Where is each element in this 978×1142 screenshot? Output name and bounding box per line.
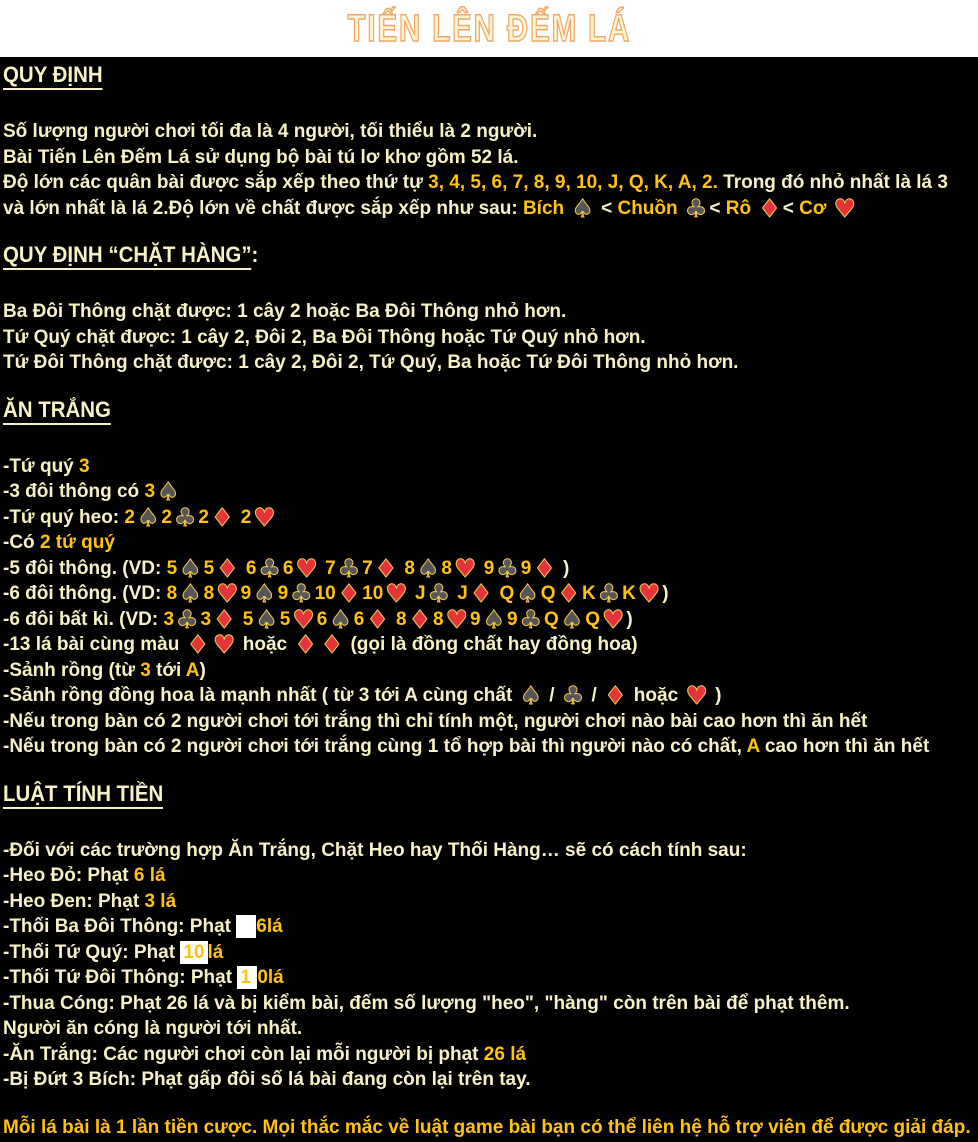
heart-icon: ♥ <box>216 579 239 608</box>
accent-text: 9 <box>240 583 252 604</box>
diamond-icon: ♦ <box>533 553 556 583</box>
rule-text: < <box>709 197 726 219</box>
rule-line <box>3 581 978 607</box>
diamond-icon: ♦ <box>294 630 317 659</box>
diamond-icon: ♦ <box>557 579 580 608</box>
rule-text: -Có <box>3 532 40 553</box>
section-heading-text: LUẬT TÍNH TIỀN <box>3 781 163 809</box>
heart-icon: ♥ <box>602 604 625 634</box>
accent-text: Chuồn <box>617 197 683 219</box>
accent-text: 3 lá <box>144 890 177 912</box>
rule-text: và lớn nhất là lá 2.Độ lớn về chất được sắp xếp như sau: <box>3 197 523 219</box>
rule-line <box>3 709 978 735</box>
rule-text: -Thối Tứ Quý: Phạt <box>3 941 181 963</box>
rule-line <box>3 1067 978 1093</box>
rule-line <box>3 479 978 505</box>
spade-icon: ♠ <box>157 477 180 506</box>
accent-text: 3 <box>200 608 212 630</box>
rule-text: -Thối Ba Đôi Thông: Phạt <box>3 916 237 937</box>
rule-text: -Heo Đỏ: Phạt <box>3 865 134 886</box>
accent-text: 3 <box>144 481 156 502</box>
accent-text: 5 <box>166 557 178 579</box>
rule-line <box>3 604 978 634</box>
rules-section-quy-dinh <box>3 62 978 221</box>
club-icon: ♣ <box>337 553 361 583</box>
heart-icon: ♥ <box>292 604 315 634</box>
club-icon: ♣ <box>427 579 450 608</box>
spade-icon: ♠ <box>329 604 352 634</box>
rule-line <box>3 299 978 325</box>
spade-icon: ♠ <box>519 681 542 710</box>
diamond-icon: ♦ <box>320 630 344 659</box>
spade-icon: ♠ <box>516 579 539 608</box>
rule-line <box>3 863 978 889</box>
rule-line <box>3 914 978 940</box>
accent-text: 7 <box>319 557 336 579</box>
title-band <box>0 0 978 57</box>
rule-text: Số lượng người chơi tối đa là 4 người, tối thiểu là 2 người. <box>3 121 538 142</box>
rule-text: hoặc <box>237 634 293 655</box>
rule-text: / <box>586 685 603 706</box>
rule-line <box>3 325 978 351</box>
heart-icon: ♥ <box>213 630 236 659</box>
accent-text: 26 lá <box>483 1043 527 1065</box>
diamond-icon: ♦ <box>604 681 627 710</box>
accent-text: Q <box>540 583 556 604</box>
rule-text: (gọi là đồng chất hay đồng hoa) <box>345 634 638 655</box>
spade-icon: ♠ <box>255 604 278 634</box>
section-heading-text: QUY ĐỊNH <box>3 62 103 90</box>
accent-text: 9 <box>277 583 289 604</box>
spade-icon: ♠ <box>179 579 202 608</box>
club-icon: ♣ <box>258 553 281 583</box>
rule-text: -Sảnh rồng (từ <box>3 659 141 681</box>
accent-text: 2 <box>124 506 135 528</box>
accent-text: 6 <box>282 557 294 579</box>
rules-section-luat-tinh-tien <box>3 781 978 1093</box>
accent-text: 9 <box>520 557 532 579</box>
diamond-icon: ♦ <box>186 630 210 659</box>
rule-text: -Thối Tứ Đôi Thông: Phạt <box>3 967 238 988</box>
accent-text: 8 <box>399 557 415 579</box>
accent-text: 3 <box>79 455 90 477</box>
accent-text: 10 <box>362 583 384 604</box>
rules-section-an-trang <box>3 397 978 760</box>
accent-text: K <box>622 583 636 604</box>
accent-text: J <box>451 583 468 604</box>
rule-line <box>3 940 978 966</box>
accent-text: 5 <box>237 608 254 630</box>
club-icon: ♣ <box>519 604 543 634</box>
rule-text: ) <box>626 608 633 630</box>
rule-line <box>3 991 978 1017</box>
rule-line <box>3 454 978 480</box>
rule-line <box>3 683 978 709</box>
accent-text: 6lá <box>256 916 283 937</box>
club-icon: ♣ <box>496 553 519 583</box>
game-title: TIẾN LÊN ĐẾM LÁ <box>347 6 631 50</box>
spade-icon: ♠ <box>560 604 584 634</box>
highlighted-text <box>236 915 256 938</box>
accent-text: A <box>746 736 760 757</box>
spade-icon: ♠ <box>417 553 440 583</box>
heart-icon: ♥ <box>637 579 661 608</box>
rule-text: tới <box>150 659 186 681</box>
rule-line <box>3 1016 978 1042</box>
rule-text: -Ăn Trắng: Các người chơi còn lại mỗi người bị phạt <box>3 1043 484 1065</box>
section-heading <box>3 62 910 90</box>
rule-text: Trong đó nhỏ nhất là lá 3 <box>717 172 948 193</box>
accent-text: 9 <box>470 608 481 630</box>
club-icon: ♣ <box>176 604 199 634</box>
accent-text: A <box>185 659 200 681</box>
diamond-icon: ♦ <box>469 579 493 608</box>
accent-text: Q <box>585 608 600 630</box>
rule-text: / <box>544 685 560 706</box>
rule-text: -3 đôi thông có <box>3 481 145 502</box>
spade-icon: ♠ <box>137 502 160 532</box>
accent-text: Bích <box>522 197 570 219</box>
heart-icon: ♥ <box>253 502 276 532</box>
accent-text: J <box>409 583 426 604</box>
rule-line <box>3 119 978 145</box>
rule-line <box>3 193 978 223</box>
diamond-icon: ♦ <box>374 553 398 583</box>
accent-text: 9 <box>507 608 518 630</box>
accent-text: 5 <box>279 608 291 630</box>
accent-text: 8 <box>390 608 407 630</box>
rule-line <box>3 632 978 658</box>
accent-text: 2 tứ quý <box>39 532 115 553</box>
rule-line <box>3 170 978 196</box>
rule-text: ) <box>557 557 570 579</box>
section-heading-suffix: : <box>251 242 259 267</box>
rule-text: Độ lớn các quân bài được sắp xếp theo thứ tự <box>3 172 429 193</box>
rule-text: Người ăn cóng là người tới nhất. <box>3 1018 303 1039</box>
diamond-icon: ♦ <box>408 604 432 634</box>
accent-text: 3 <box>140 659 151 681</box>
club-icon: ♣ <box>597 579 621 608</box>
accent-text: 3 <box>163 608 175 630</box>
rule-text: Tứ Quý chặt được: 1 cây 2, Đôi 2, Ba Đôi Thông hoặc Tứ Quý nhỏ hơn. <box>3 326 646 348</box>
accent-text: Q <box>544 608 559 630</box>
rule-text: -13 lá bài cùng màu <box>3 634 185 655</box>
rule-text: ) <box>199 659 206 681</box>
club-icon: ♣ <box>290 579 313 608</box>
rule-text: -Thua Cóng: Phạt 26 lá và bị kiểm bài, đếm số lượng "heo", "hàng" còn trên bài để phạt thêm. <box>3 992 850 1014</box>
accent-text: lá <box>207 941 224 963</box>
rule-text: -Heo Đen: Phạt <box>3 890 145 912</box>
accent-text: 9 <box>478 557 495 579</box>
rule-line <box>3 553 978 583</box>
rule-line <box>3 965 978 991</box>
accent-text: 2 <box>235 506 252 528</box>
accent-text: 8 <box>441 557 452 579</box>
rule-line <box>3 658 978 684</box>
accent-text: 6 <box>353 608 365 630</box>
diamond-icon: ♦ <box>216 553 239 583</box>
accent-text: K <box>581 583 596 604</box>
rule-line <box>3 838 978 864</box>
diamond-icon: ♦ <box>213 604 236 634</box>
accent-text: 5 <box>203 557 215 579</box>
rules-content <box>0 57 978 1093</box>
rule-line <box>3 145 978 171</box>
accent-text: Rô <box>725 197 757 219</box>
spade-icon: ♠ <box>482 604 506 634</box>
rule-line <box>3 1042 978 1068</box>
rule-text: -Tứ quý <box>3 455 80 477</box>
rule-text: ) <box>662 583 669 604</box>
accent-text: 3, 4, 5, 6, 7, 8, 9, 10, J, Q, K, A, 2. <box>428 172 718 193</box>
section-heading-text: QUY ĐỊNH “CHẶT HÀNG” <box>3 242 252 270</box>
accent-text: 8 <box>203 583 215 604</box>
rule-text: < <box>595 197 618 219</box>
section-heading <box>3 397 910 425</box>
rule-text: hoặc <box>628 685 684 706</box>
heart-icon: ♥ <box>833 193 857 223</box>
heart-icon: ♥ <box>385 579 408 608</box>
rule-text: cao hơn thì ăn hết <box>759 736 930 757</box>
diamond-icon: ♦ <box>211 502 234 532</box>
highlighted-text: 10 <box>180 941 207 964</box>
spade-icon: ♠ <box>179 553 202 583</box>
heart-icon: ♥ <box>454 553 477 583</box>
rule-text: < <box>782 197 800 219</box>
rule-text: Tứ Đôi Thông chặt được: 1 cây 2, Đôi 2, Tứ Quý, Ba hoặc Tứ Đôi Thông nhỏ hơn. <box>3 352 739 373</box>
diamond-icon: ♦ <box>758 193 781 223</box>
accent-text: 7 <box>362 557 373 579</box>
accent-text: 6 <box>240 557 257 579</box>
accent-text: 6 lá <box>133 865 166 886</box>
rule-text: -Sảnh rồng đồng hoa là mạnh nhất ( từ 3 tới A cùng chất <box>3 685 518 706</box>
rule-line <box>3 502 978 532</box>
rule-text: Bài Tiến Lên Đếm Lá sử dụng bộ bài tú lơ khơ gồm 52 lá. <box>3 146 519 168</box>
rule-line <box>3 530 978 556</box>
accent-text: Cơ <box>799 197 832 219</box>
rule-text: -Nếu trong bàn có 2 người chơi tới trắng thì chỉ tính một, người chơi nào bài cao hơn thì ăn hết <box>3 710 868 732</box>
rule-text: -5 đôi thông. (VD: <box>3 557 167 579</box>
accent-text: 8 <box>166 583 178 604</box>
accent-text: 2 <box>198 506 209 528</box>
accent-text: 6 <box>316 608 328 630</box>
highlighted-text: 1 <box>237 966 257 989</box>
rule-line <box>3 889 978 915</box>
rule-text: -Bị Đứt 3 Bích: Phạt gấp đôi số lá bài đang còn lại trên tay. <box>3 1069 531 1090</box>
spade-icon: ♠ <box>253 579 276 608</box>
rules-section-chat-hang <box>3 242 978 376</box>
rule-text: -6 đôi bất kì. (VD: <box>3 608 164 630</box>
accent-text: 8 <box>433 608 444 630</box>
club-icon: ♣ <box>174 502 197 532</box>
diamond-icon: ♦ <box>337 579 361 608</box>
heart-icon: ♥ <box>685 681 708 710</box>
rule-text: -Tứ quý heo: <box>3 506 125 528</box>
rule-text: Ba Đôi Thông chặt được: 1 cây 2 hoặc Ba Đôi Thông nhỏ hơn. <box>3 301 567 322</box>
section-heading <box>3 242 910 270</box>
accent-text: 0lá <box>257 967 284 988</box>
club-icon: ♣ <box>684 193 708 223</box>
accent-text: Q <box>494 583 515 604</box>
club-icon: ♣ <box>561 681 585 710</box>
rule-text: -Nếu trong bàn có 2 người chơi tới trắng cùng 1 tổ hợp bài thì người nào có chất, <box>3 736 747 757</box>
section-heading-text: ĂN TRẮNG <box>3 397 111 425</box>
section-heading <box>3 781 910 809</box>
diamond-icon: ♦ <box>366 604 389 634</box>
spade-icon: ♠ <box>571 193 594 223</box>
rule-text: -Đối với các trường hợp Ăn Trắng, Chặt Heo hay Thối Hàng… sẽ có cách tính sau: <box>3 839 747 861</box>
heart-icon: ♥ <box>445 604 469 634</box>
rule-line <box>3 734 978 760</box>
rule-line <box>3 350 978 376</box>
rule-text: ) <box>709 685 722 706</box>
accent-text: 2 <box>161 506 172 528</box>
heart-icon: ♥ <box>295 553 318 583</box>
rule-text: -6 đôi thông. (VD: <box>3 583 167 604</box>
footer-note: Mỗi lá bài là 1 lần tiền cược. Mọi thắc mắc về luật game bài bạn có thể liên hệ hỗ trợ viên để được giải đáp. <box>3 1117 971 1138</box>
accent-text: 10 <box>314 583 336 604</box>
